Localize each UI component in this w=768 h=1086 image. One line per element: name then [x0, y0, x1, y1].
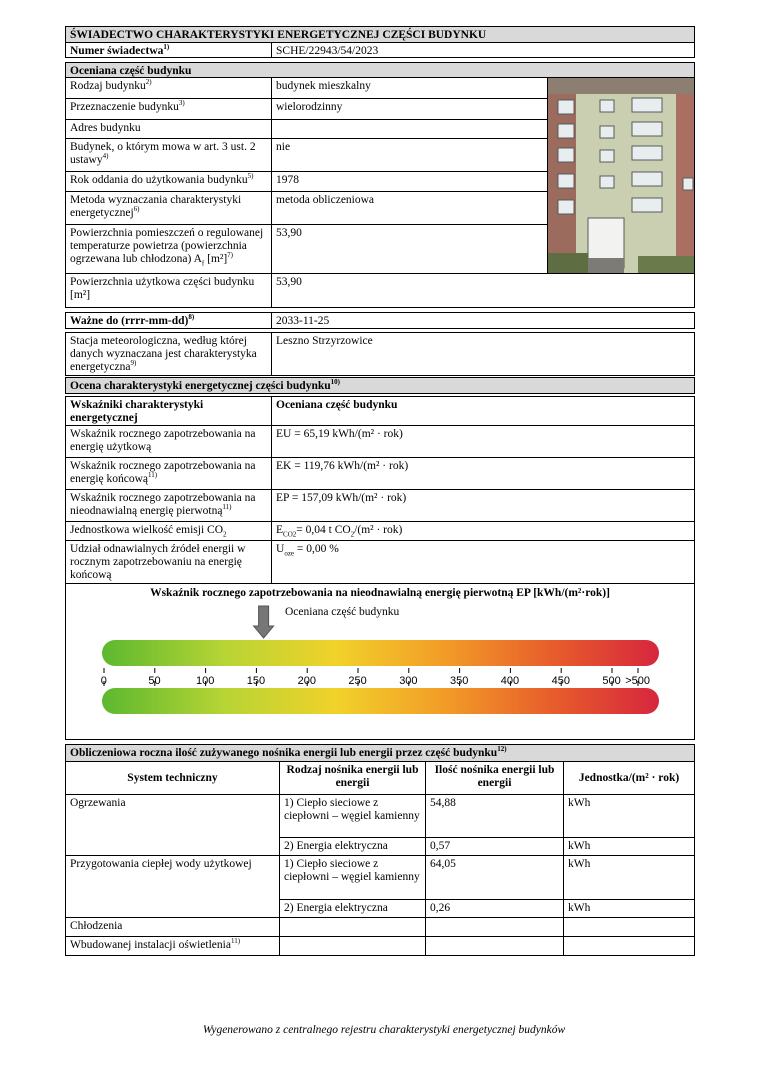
ep-scale-tick-label: >500 — [625, 675, 650, 687]
building-type-label: Rodzaj budynku$^{2)}$ — [65, 77, 272, 99]
ep-scale-tick-label: 150 — [246, 675, 266, 687]
system-hot-water: Przygotowania ciepłej wody użytkowej — [65, 855, 280, 918]
footer-note: Wygenerowano z centralnego rejestru charakterystyki energetycznej budynków — [202, 1024, 566, 1036]
co2-value: $E_{CO2}= 0,04$ t $CO_2/(m^2 \cdot rok)$ — [271, 521, 695, 541]
section-evaluation-title: Ocena charakterystyki energetycznej części budynku$^{10)}$ — [65, 377, 695, 394]
ep-scale-tick-label: 300 — [399, 675, 418, 687]
ep-scale-tick-label: 50 — [148, 675, 161, 687]
ep-scale-tick-label: 350 — [450, 675, 469, 687]
system-lighting: Wbudowanej instalacji oświetlenia$^{11)}$ — [65, 936, 280, 956]
ep-scale-title: Wskaźnik rocznego zapotrzebowania na nieodnawialną energię pierwotną EP [kWh/(m²·rok)] — [150, 587, 610, 599]
assessed-part-header: Oceniana część budynku — [271, 396, 695, 426]
cooling-amount — [425, 917, 564, 937]
col-carrier-header: Rodzaj nośnika energii lub energii — [279, 761, 426, 795]
heating-amount-2: 0,57 — [425, 837, 564, 856]
ep-scale-bar-bottom — [102, 688, 659, 714]
ep-scale-tick-label: 250 — [348, 675, 367, 687]
address-label: Adres budynku — [65, 119, 272, 139]
cert-number-value: SCHE/22943/54/2023 — [271, 42, 695, 58]
oze-value: $U_{oze} = 0,00$ % — [271, 540, 695, 584]
ep-scale-tick-label: 450 — [551, 675, 570, 687]
lighting-carrier — [279, 936, 426, 956]
art3-building-value: nie — [271, 138, 548, 172]
cooling-carrier — [279, 917, 426, 937]
usable-area-label: Powierzchnia użytkowa części budynku [m²] — [65, 273, 272, 308]
hot-water-carrier-1: 1) Ciepło sieciowe z ciepłowni – węgiel kamienny — [279, 855, 426, 900]
co2-label: Jednostkowa wielkość emisji $CO_2$ — [65, 521, 272, 541]
usable-area-value: 53,90 — [271, 273, 695, 308]
hot-water-amount-2: 0,26 — [425, 899, 564, 918]
cooling-unit — [563, 917, 695, 937]
building-purpose-label: Przeznaczenie budynku$^{3)}$ — [65, 98, 272, 120]
col-system-header: System techniczny — [65, 761, 280, 795]
hot-water-unit-1: kWh — [563, 855, 695, 900]
heated-area-label: Powierzchnia pomieszczeń o regulowanej temperaturze powietrza (powierzchnia ogrzewana lub chłodzona) $A_f$ $[m^2]^{7)}$ — [65, 224, 272, 274]
ep-scale-tick-label: 100 — [196, 675, 215, 687]
system-heating: Ogrzewania — [65, 794, 280, 856]
hot-water-amount-1: 64,05 — [425, 855, 564, 900]
year-value: 1978 — [271, 171, 548, 192]
station-label: Stacja meteorologiczna, według której danych wyznaczana jest charakterystyka energetyczna$^{9)}$ — [65, 332, 272, 376]
ep-scale-tick-label: 400 — [500, 675, 520, 687]
ep-scale-tick-label: 200 — [297, 675, 316, 687]
eu-value: EU = 65,19 kWh/(m² · rok) — [271, 425, 695, 458]
eu-label: Wskaźnik rocznego zapotrzebowania na energię użytkową — [65, 425, 272, 458]
year-label: Rok oddania do użytkowania budynku$^{5)}$ — [65, 171, 272, 192]
heating-carrier-1: 1) Ciepło sieciowe z ciepłowni – węgiel kamienny — [279, 794, 426, 838]
heating-amount-1: 54,88 — [425, 794, 564, 838]
heating-carrier-2: 2) Energia elektryczna — [279, 837, 426, 856]
col-amount-header: Ilość nośnika energii lub energii — [425, 761, 564, 795]
ep-scale-marker-label: Oceniana część budynku — [285, 606, 400, 618]
certificate-title: ŚWIADECTWO CHARAKTERYSTYKI ENERGETYCZNEJ CZĘŚCI BUDYNKU — [65, 26, 695, 43]
method-label: Metoda wyznaczania charakterystyki energetycznej$^{6)}$ — [65, 191, 272, 225]
ep-label: Wskaźnik rocznego zapotrzebowania na nieodnawialną energię pierwotną$^{11)}$ — [65, 489, 272, 522]
col-unit-header: Jednostka/(m² · rok) — [563, 761, 695, 795]
ek-value: EK = 119,76 kWh/(m² · rok) — [271, 457, 695, 490]
oze-label: Udział odnawialnych źródeł energii w rocznym zapotrzebowaniu na energię końcową — [65, 540, 272, 584]
art3-building-label: Budynek, o którym mowa w art. 3 ust. 2 ustawy$^{4)}$ — [65, 138, 272, 172]
method-value: metoda obliczeniowa — [271, 191, 548, 225]
ep-scale-tick-label: 0 — [100, 675, 107, 687]
building-type-value: budynek mieszkalny — [271, 77, 548, 99]
system-cooling: Chłodzenia — [65, 917, 280, 937]
ep-value: EP = 157,09 kWh/(m² · rok) — [271, 489, 695, 522]
valid-until-value: 2033-11-25 — [271, 312, 695, 329]
hot-water-carrier-2: 2) Energia elektryczna — [279, 899, 426, 918]
section-assessed-part-title: Oceniana część budynku — [65, 62, 695, 78]
lighting-amount — [425, 936, 564, 956]
ep-marker-arrow — [254, 606, 274, 638]
section-energy-carriers-title: Obliczeniowa roczna ilość zużywanego nośnika energii lub energii przez część budynku$^{12)}$ — [65, 744, 695, 762]
hot-water-unit-2: kWh — [563, 899, 695, 918]
valid-until-label: Ważne do (rrrr-mm-dd)$^{8)}$ — [65, 312, 272, 329]
building-purpose-value: wielorodzinny — [271, 98, 548, 120]
indicators-header: Wskaźniki charakterystyki energetycznej — [65, 396, 272, 426]
station-value: Leszno Strzyrzowice — [271, 332, 695, 376]
heating-unit-2: kWh — [563, 837, 695, 856]
ep-scale-tick-label: 500 — [602, 675, 621, 687]
ep-scale-bar-top — [102, 640, 659, 666]
ek-label: Wskaźnik rocznego zapotrzebowania na energię końcową$^{11)}$ — [65, 457, 272, 490]
cert-number-label: Numer świadectwa$^{1)}$ — [65, 42, 272, 58]
lighting-unit — [563, 936, 695, 956]
heated-area-value: 53,90 — [271, 224, 548, 274]
heating-unit-1: kWh — [563, 794, 695, 838]
